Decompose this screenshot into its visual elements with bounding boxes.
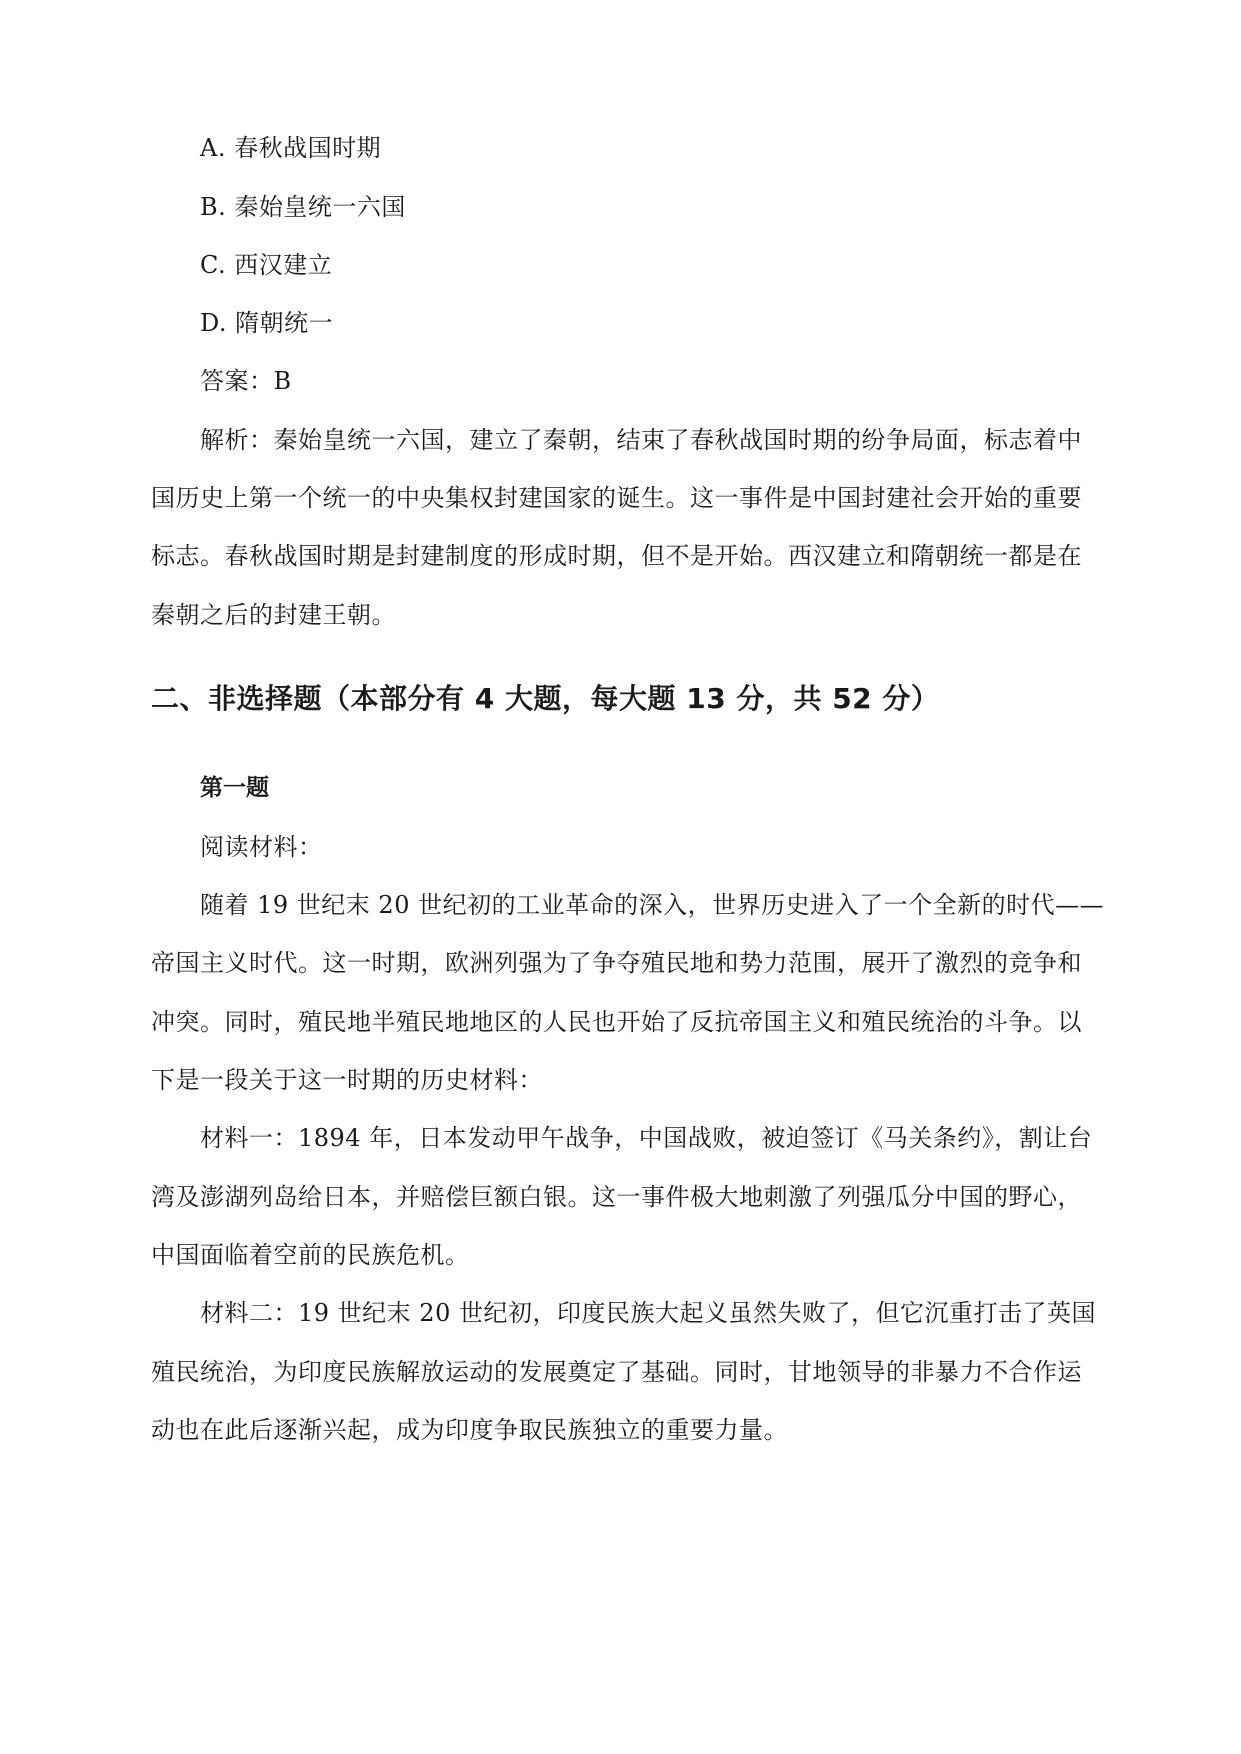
- answer-line: 答案：B: [200, 367, 292, 395]
- intro-line: 帝国主义时代。这一时期，欧洲列强为了争夺殖民地和势力范围，展开了激烈的竞争和: [151, 949, 1082, 977]
- material-two-line: 材料二：19 世纪末 20 世纪初，印度民族大起义虽然失败了，但它沉重打击了英国: [200, 1299, 1096, 1327]
- intro-line: 下是一段关于这一时期的历史材料：: [151, 1066, 543, 1094]
- option-c: C. 西汉建立: [200, 251, 333, 279]
- read-material-label: 阅读材料：: [200, 833, 323, 861]
- intro-line: 随着 19 世纪末 20 世纪初的工业革命的深入，世界历史进入了一个全新的时代——: [200, 891, 1105, 919]
- analysis-line: 秦朝之后的封建王朝。: [151, 601, 396, 629]
- question-title: 第一题: [200, 775, 269, 801]
- material-two-line: 动也在此后逐渐兴起，成为印度争取民族独立的重要力量。: [151, 1416, 788, 1444]
- material-one-line: 湾及澎湖列岛给日本，并赔偿巨额白银。这一事件极大地刺激了列强瓜分中国的野心，: [151, 1183, 1082, 1211]
- material-one-line: 中国面临着空前的民族危机。: [151, 1241, 470, 1269]
- option-b: B. 秦始皇统一六国: [200, 193, 406, 221]
- material-two-line: 殖民统治，为印度民族解放运动的发展奠定了基础。同时，甘地领导的非暴力不合作运: [151, 1358, 1082, 1386]
- analysis-line: 国历史上第一个统一的中央集权封建国家的诞生。这一事件是中国封建社会开始的重要: [151, 484, 1082, 512]
- material-one-line: 材料一：1894 年，日本发动甲午战争，中国战败，被迫签订《马关条约》，割让台: [200, 1124, 1093, 1152]
- analysis-line: 解析：秦始皇统一六国，建立了秦朝，结束了春秋战国时期的纷争局面，标志着中: [200, 426, 1082, 454]
- intro-line: 冲突。同时，殖民地半殖民地地区的人民也开始了反抗帝国主义和殖民统治的斗争。以: [151, 1008, 1082, 1036]
- section-heading: 二、非选择题（本部分有 4 大题，每大题 13 分，共 52 分）: [151, 682, 940, 715]
- option-a: A. 春秋战国时期: [200, 134, 382, 162]
- analysis-line: 标志。春秋战国时期是封建制度的形成时期，但不是开始。西汉建立和隋朝统一都是在: [151, 542, 1082, 570]
- option-d: D. 隋朝统一: [200, 309, 334, 337]
